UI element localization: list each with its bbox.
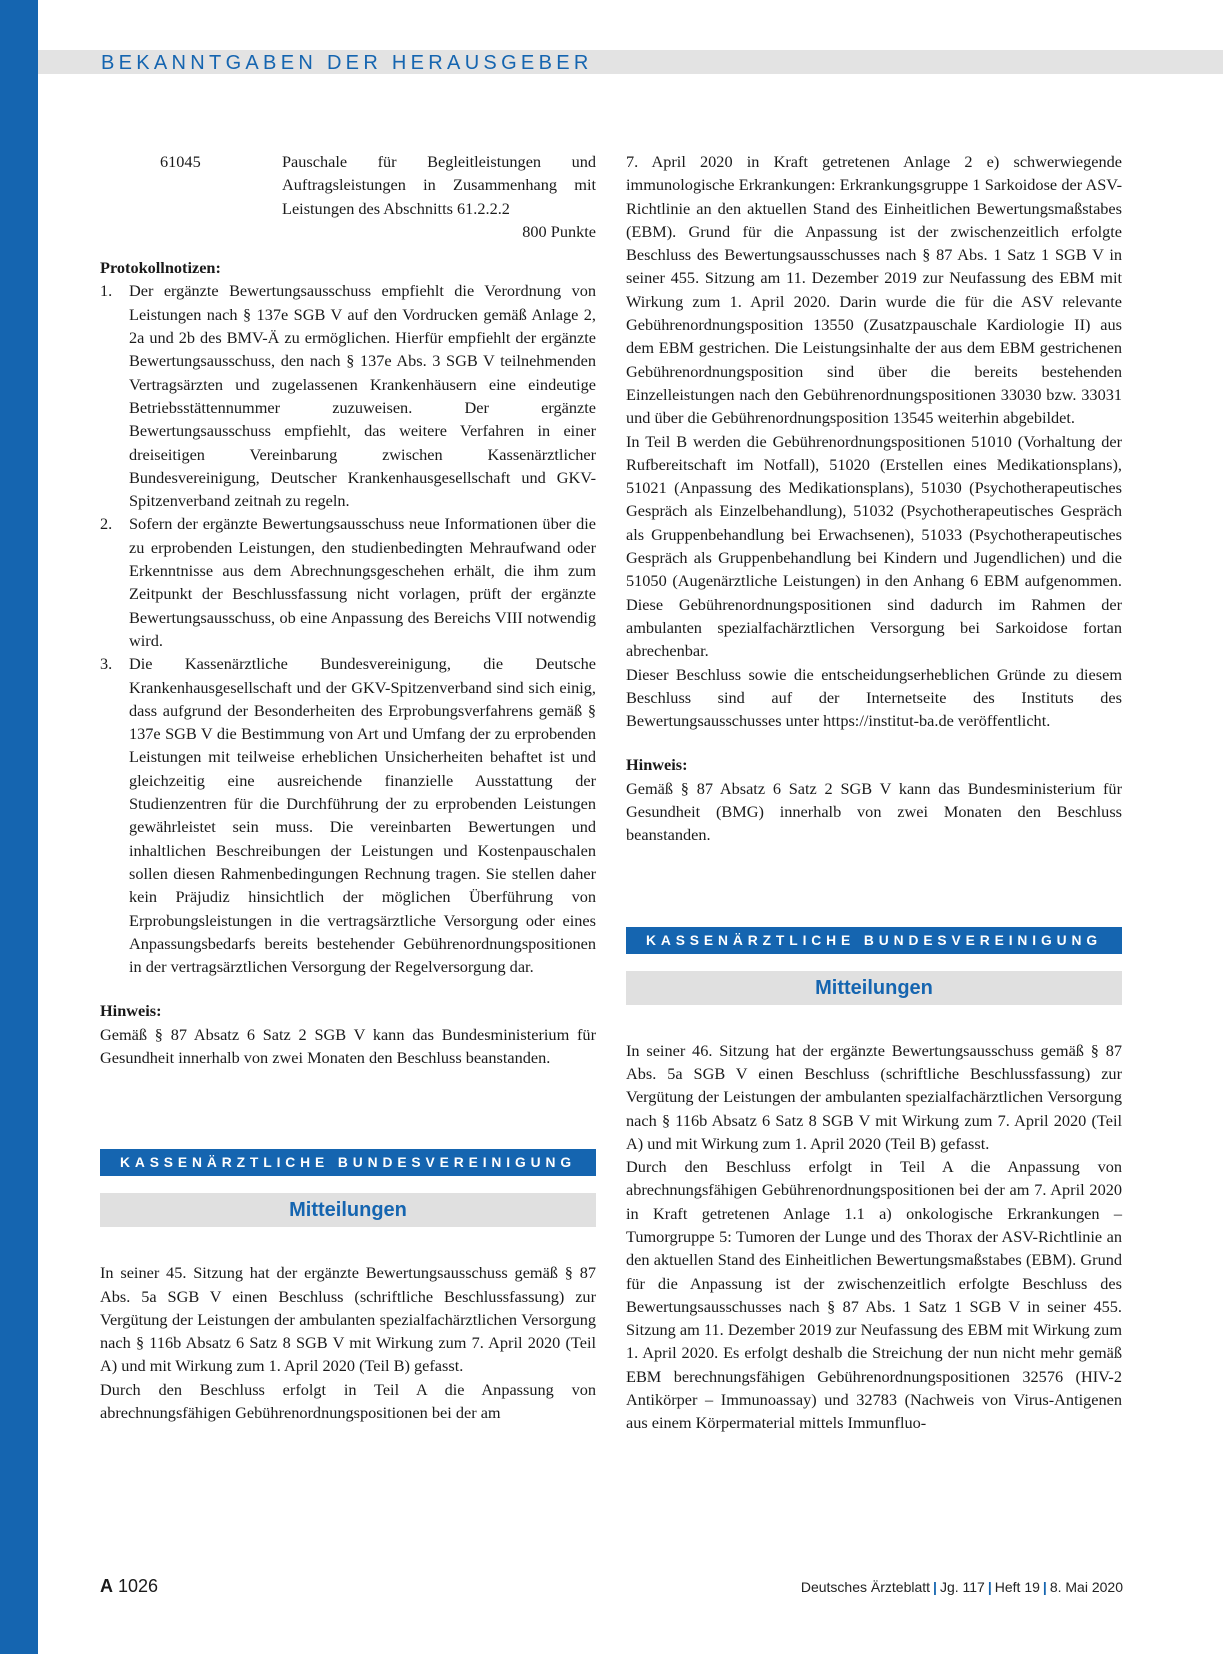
fee-code-description: Pauschale für Begleitleistungen und Auftragsleistungen in Zusammenhang mit Leistungen des Abschnitts 61.2.2.2 (282, 152, 596, 218)
list-item (100, 512, 596, 652)
journal-info (801, 1579, 1123, 1595)
list-item-number: 1. (100, 281, 113, 301)
header-band (38, 50, 1223, 74)
body-paragraph: In Teil B werden die Gebührenordnungspositionen 51010 (Vorhaltung der Rufbereitschaft im Notfall), 51020 (Erstellen eines Medikationsplans), 51021 (Anpassung des Medikationsplans), 51030 (Psychotherapeutisches Gespräch als Einzelbehandlung), 51032 (Psychotherapeutisches Gespräch als Gruppenbehandlung bei Erwachsenen), 51033 (Psychotherapeutisches Gespräch als Gruppenbehandlung bei Kindern und Jugendlichen) und die 51050 (Augenärztliche Leistungen) in den Anhang 6 EBM aufgenommen. Diese Gebührenordnungspositionen sind dadurch im Rahmen der ambulanten spezialfachärztlichen Versorgung bei Sarkoidose fortan abrechenbar. (626, 431, 1122, 661)
list-item-text: Die Kassenärztliche Bundesvereinigung, die Deutsche Krankenhausgesellschaft und der GKV-Spitzenverband sind sich einig, dass aufgrund der Besonderheiten des Erprobungsverfahrens gemäß § 137e SGB V die Bestimmung von Art und Umfang der zu erprobenden Leistungen mit teilweise erheblichen Unsicherheiten behaftet ist und gleichzeitig eine ausreichende finanzielle Ausstattung der Studienzentren für die Durchführung der zu erprobenden Leistungen gewährleistet sein muss. Die vereinbarten Bewertungen und inhaltlichen Beschreibungen der Leistungen und Kostenpauschalen sollen diesen Rahmenbedingungen Rechnung tragen. Sie stellen daher kein Präjudiz hinsichtlich der möglichen Überführung von Erprobungsleistungen in die vertragsärztliche Versorgung oder eines Anpassungsbedarfs bereits bestehender Gebührenordnungspositionen in der vertragsärztlichen Versorgung der Regelversorgung dar. (129, 654, 596, 977)
list-item (100, 279, 596, 512)
kbv-section-bar: KASSENÄRZTLICHE BUNDESVEREINIGUNG (626, 927, 1122, 954)
body-paragraph: In seiner 46. Sitzung hat der ergänzte Bewertungsausschuss gemäß § 87 Abs. 5a SGB V einen Beschluss (schriftliche Beschlussfassung) zur Vergütung der Leistungen der ambulanten spezialfachärztlichen Versorgung nach § 116b Absatz 6 Satz 8 SGB V mit Wirkung zum 7. April 2020 (Teil A) und mit Wirkung zum 1. April 2020 (Teil B) gefasst. (626, 1040, 1122, 1153)
fee-code-entry (160, 150, 596, 243)
section-title: BEKANNTGABEN DER HERAUSGEBER (101, 52, 593, 74)
protokoll-notes-list (100, 279, 596, 978)
body-paragraph: Dieser Beschluss sowie die entscheidungserheblichen Gründe zu diesem Beschluss sind auf der Internetseite des Instituts des Bewertungsausschusses unter https://institut-ba.de veröffentlicht. (626, 664, 1122, 731)
body-paragraph: 7. April 2020 in Kraft getretenen Anlage 2 e) schwerwiegende immunologische Erkrankungen: Erkrankungsgruppe 1 Sarkoidose der ASV-Richtlinie an den aktuellen Stand des Einheitlichen Bewertungsmaßstabes (EBM). Grund für die Anpassung ist der zwischenzeitlich erfolgte Beschluss des Bewertungsausschusses nach § 87 Abs. 1 Satz 1 SGB V in seiner 455. Sitzung am 11. Dezember 2019 zur Neufassung des EBM mit Wirkung zum 1. April 2020. Darin wurde die für die ASV relevante Gebührenordnungsposition 13550 (Zusatzpauschale Kardiologie II) aus dem EBM gestrichen. Die Leistungsinhalte der aus dem EBM gestrichenen Gebührenordnungsposition sind über die bereits bestehenden Einzelleistungen nach den Gebührenordnungspositionen 33030 bzw. 33031 und über die Gebührenordnungsposition 13545 weiterhin abgebildet. (626, 152, 1122, 428)
journal-name: Deutsches Ärzteblatt (800, 1579, 931, 1595)
hinweis-heading: Hinweis: (626, 755, 688, 775)
list-item-number: 3. (100, 654, 113, 674)
mitteilungen-heading: Mitteilungen (626, 971, 1122, 1005)
page-number (100, 1576, 158, 1597)
list-item-text: Sofern der ergänzte Bewertungsausschuss neue Informationen über die zu erprobenden Leistungen, den studienbedingten Mehraufwand oder Erkenntnisse aus dem Abrechnungsgeschehen erhält, die ihm zum Zeitpunkt der Beschlussfassung nicht vorlagen, prüft der ergänzte Bewertungsausschuss, ob eine Anpassung des Bereichs VIII notwendig wird. (129, 514, 596, 650)
journal-issue: Heft 19 (994, 1579, 1040, 1595)
mitteilungen-heading: Mitteilungen (100, 1193, 596, 1227)
fee-code: 61045 (160, 152, 201, 171)
body-paragraph: In seiner 45. Sitzung hat der ergänzte Bewertungsausschuss gemäß § 87 Abs. 5a SGB V einen Beschluss (schriftliche Beschlussfassung) zur Vergütung der Leistungen der ambulanten spezialfachärztlichen Versorgung nach § 116b Absatz 6 Satz 8 SGB V mit Wirkung zum 7. April 2020 (Teil A) und mit Wirkung zum 1. April 2020 (Teil B) gefasst. (100, 1263, 596, 1376)
body-paragraph: Durch den Beschluss erfolgt in Teil A die Anpassung von abrechnungsfähigen Gebührenordnungspositionen bei der am 7. April 2020 in Kraft getretenen Anlage 1.1 a) onkologische Erkrankungen – Tumorgruppe 5: Tumoren der Lunge und des Thorax der ASV-Richtlinie an den aktuellen Stand des Einheitlichen Bewertungsmaßstabes (EBM). Grund für die Anpassung ist der zwischenzeitlich erfolgte Beschluss des Bewertungsausschusses nach § 87 Abs. 1 Satz 1 SGB V in seiner 455. Sitzung am 11. Dezember 2019 zur Neufassung des EBM mit Wirkung zum 1. April 2020. Es erfolgt deshalb die Streichung der nun nicht mehr gemäß EBM berechnungsfähigen Gebührenordnungspositionen 32576 (HIV-2 Antikörper – Immunoassay) und 32783 (Nachweis von Virus-Antigenen aus einem Körpermaterial mittels Immunfluo- (626, 1157, 1122, 1433)
page-number-value: 1026 (118, 1576, 159, 1596)
protokoll-heading: Protokollnotizen: (100, 258, 221, 278)
body-paragraph: Durch den Beschluss erfolgt in Teil A die Anpassung von abrechnungsfähigen Gebührenordnungspositionen bei der am (100, 1379, 596, 1423)
fee-code-points: 800 Punkte (522, 221, 596, 241)
separator: | (987, 1579, 992, 1595)
list-item (100, 652, 596, 978)
left-column (100, 150, 596, 1424)
hinweis-text: Gemäß § 87 Absatz 6 Satz 2 SGB V kann das Bundesministerium für Gesundheit (BMG) innerhalb von zwei Monaten den Beschluss beanstanden. (626, 778, 1122, 845)
list-item-number: 2. (100, 514, 113, 534)
right-column (626, 150, 1122, 1435)
separator: | (1042, 1579, 1047, 1595)
journal-volume: Jg. 117 (939, 1579, 985, 1595)
page-prefix: A (100, 1576, 113, 1596)
hinweis-text: Gemäß § 87 Absatz 6 Satz 2 SGB V kann das Bundesministerium für Gesundheit innerhalb von zwei Monaten den Beschluss beanstanden. (100, 1024, 596, 1067)
kbv-section-bar: KASSENÄRZTLICHE BUNDESVEREINIGUNG (100, 1149, 596, 1176)
side-color-bar (0, 0, 38, 1654)
list-item-text: Der ergänzte Bewertungsausschuss empfiehlt die Verordnung von Leistungen nach § 137e SGB V auf den Vordrucken gemäß Anlage 2, 2a und 2b des BMV-Ä zu ermöglichen. Hierfür empfiehlt der ergänzte Bewertungsausschuss, den nach § 137e Abs. 3 SGB V teilnehmenden Vertragsärzten und zugelassenen Krankenhäusern eine eindeutige Betriebsstättennummer zuzuweisen. Der ergänzte Bewertungsausschuss empfiehlt, das weitere Verfahren in einer dreiseitigen Vereinbarung zwischen Kassenärztlicher Bundesvereinigung, Deutscher Krankenhausgesellschaft und GKV-Spitzenverband zeitnah zu regeln. (129, 281, 596, 511)
journal-date: 8. Mai 2020 (1049, 1579, 1123, 1595)
hinweis-heading: Hinweis: (100, 1001, 162, 1021)
separator: | (933, 1579, 937, 1595)
